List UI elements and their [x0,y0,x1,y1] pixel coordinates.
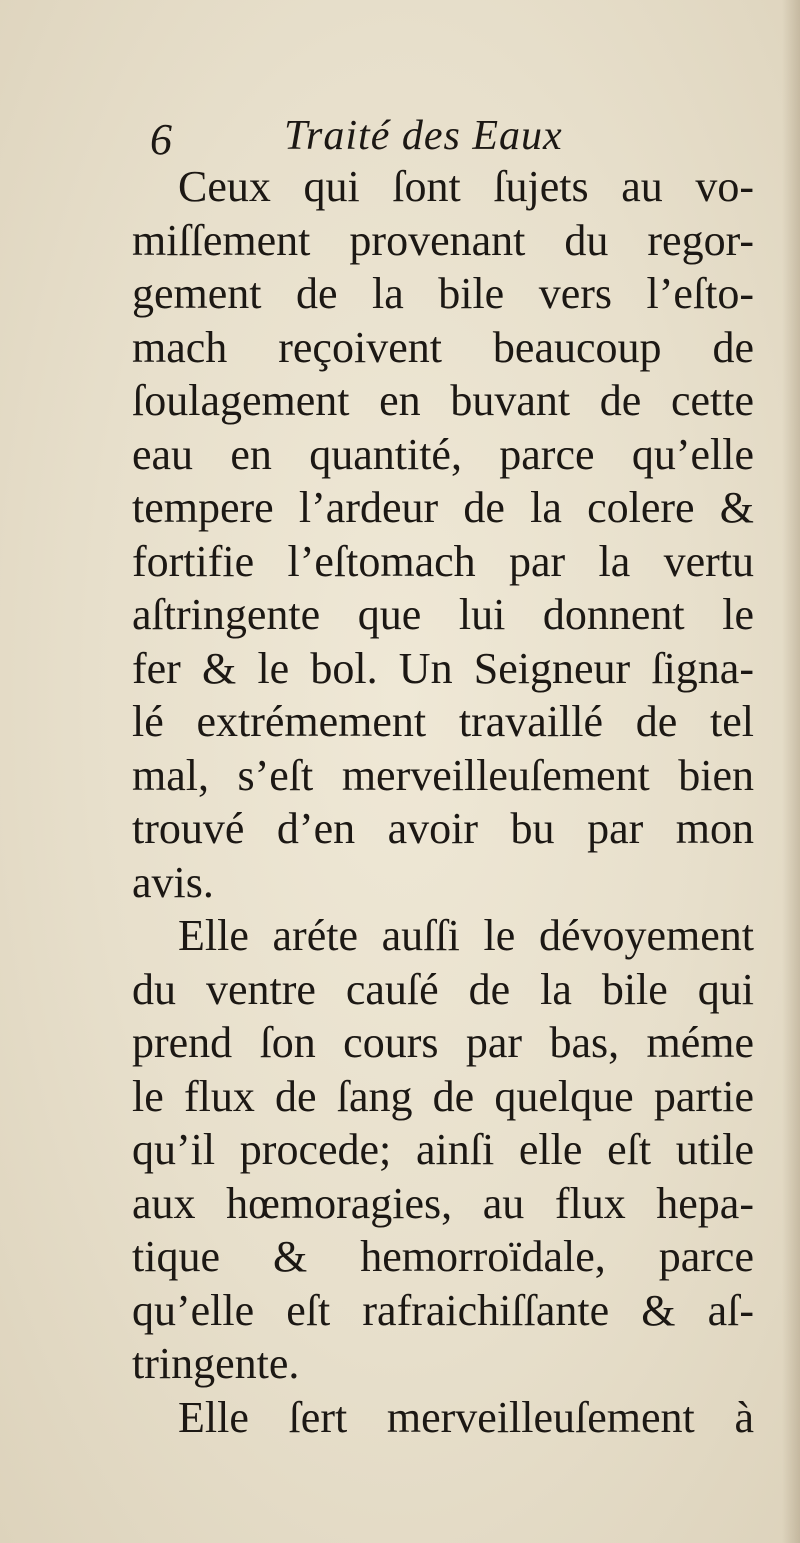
paragraph [132,160,754,909]
text-line: Elle ſert merveilleuſement à [178,1392,754,1442]
text-line: mach reçoivent beaucoup de [132,322,754,372]
text-line: avis. [132,857,214,907]
text-line: qu’il procede; ainſi elle eſt utile [132,1125,754,1174]
text-line: du ventre cauſé de la bile qui [132,964,754,1014]
text-line: Elle aréte auſſi le dévoyement [178,911,754,960]
page-header [150,112,620,162]
text-line: miſſement provenant du regor- [132,215,754,265]
text-line: qu’elle eſt rafraichiſſante & aſ- [132,1285,754,1335]
paragraph [132,1391,754,1445]
text-line: Ceux qui ſont ſujets au vo- [178,162,754,211]
page-number: 6 [150,115,172,164]
text-line: lé extrémement travaillé de tel [132,697,754,746]
text-line: prend ſon cours par bas, méme [132,1018,754,1067]
text-line: le flux de ſang de quelque partie [132,1071,754,1121]
text-line: mal, s’eſt merveilleuſement bien [132,750,754,800]
text-line: tringente. [132,1339,300,1388]
text-line: aux hœmoragies, au flux hepa- [132,1178,754,1228]
text-line: fer & le bol. Un Seigneur ſigna- [132,643,754,693]
body-text [132,160,754,1444]
text-line: tique & hemorroïdale, parce [132,1232,754,1281]
paragraph [132,909,754,1391]
text-line: ſoulagement en buvant de cette [132,376,754,425]
text-line: gement de la bile vers l’eſto- [132,269,754,318]
running-title: Traité des Eaux [284,113,563,159]
text-line: aſtringente que lui donnent le [132,590,754,639]
text-line: tempere l’ardeur de la colere & [132,483,754,532]
text-line: trouvé d’en avoir bu par mon [132,804,754,853]
text-line: fortifie l’eſtomach par la vertu [132,536,754,586]
text-line: eau en quantité, parce qu’elle [132,429,754,479]
